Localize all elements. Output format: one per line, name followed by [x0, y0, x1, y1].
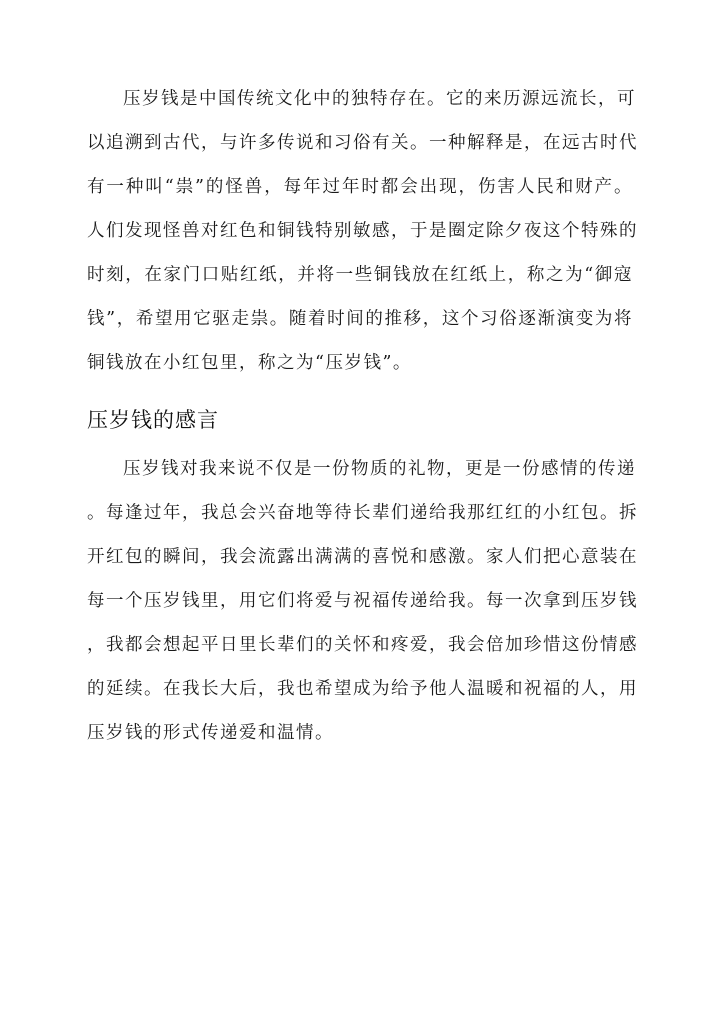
paragraph-line: 的延续。在我长大后，我也希望成为给予他人温暖和祝福的人，用 — [87, 679, 638, 699]
paragraph-line: ，我都会想起平日里长辈们的关怀和疼爱，我会倍加珍惜这份情感 — [87, 635, 638, 655]
paragraph-line: 有一种叫“祟”的怪兽，每年过年时都会出现，伤害人民和财产。 — [87, 177, 633, 197]
paragraph-line: 压岁钱是中国传统文化中的独特存在。它的来历源远流长，可 — [123, 89, 636, 109]
paragraph-line: 压岁钱对我来说不仅是一份物质的礼物，更是一份感情的传递 — [123, 459, 636, 479]
paragraph-line: 开红包的瞬间，我会流露出满满的喜悦和感激。家人们把心意装在 — [87, 547, 638, 567]
paragraph-line: 人们发现怪兽对红色和铜钱特别敏感，于是圈定除夕夜这个特殊的 — [87, 221, 638, 241]
paragraph-line: 以追溯到古代，与许多传说和习俗有关。一种解释是，在远古时代 — [87, 133, 638, 153]
paragraph-line: 时刻，在家门口贴红纸，并将一些铜钱放在红纸上，称之为“御寇 — [87, 265, 633, 285]
paragraph-reflection — [87, 447, 638, 755]
paragraph-line: 。每逢过年，我总会兴奋地等待长辈们递给我那红红的小红包。拆 — [87, 503, 638, 523]
paragraph-line: 钱”，希望用它驱走祟。随着时间的推移，这个习俗逐渐演变为将 — [87, 309, 633, 329]
paragraph-line: 压岁钱的形式传递爱和温情。 — [87, 723, 334, 743]
paragraph-origin — [87, 77, 638, 385]
paragraph-line: 铜钱放在小红包里，称之为“压岁钱”。 — [87, 353, 412, 373]
paragraph-line: 每一个压岁钱里，用它们将爱与祝福传递给我。每一次拿到压岁钱 — [87, 591, 638, 611]
section-heading: 压岁钱的感言 — [87, 408, 219, 432]
